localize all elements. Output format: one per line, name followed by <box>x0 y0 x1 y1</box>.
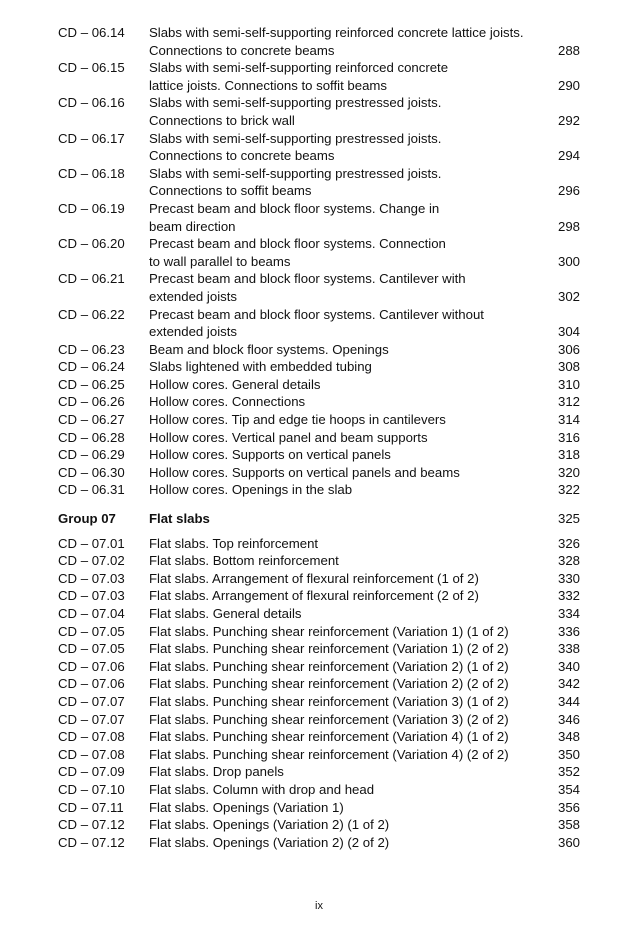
entry-page-number: 332 <box>557 588 580 604</box>
entry-title <box>149 235 540 270</box>
toc-entry <box>58 464 580 482</box>
entry-title-line: Slabs lightened with embedded tubing <box>149 359 372 375</box>
entry-code: CD – 06.16 <box>58 95 125 111</box>
entry-code: CD – 06.31 <box>58 482 125 498</box>
entry-title <box>149 446 540 464</box>
entry-title-line: Flat slabs. Arrangement of flexural reinforcement (2 of 2) <box>149 588 479 604</box>
entry-title-line: Flat slabs. Punching shear reinforcement (Variation 4) (1 of 2) <box>149 729 509 745</box>
toc-entry <box>58 235 580 270</box>
toc-entry <box>58 799 580 817</box>
entry-title-line: Hollow cores. Tip and edge tie hoops in cantilevers <box>149 412 446 428</box>
entry-title <box>149 623 540 641</box>
toc-entry <box>58 59 580 94</box>
entry-title <box>149 429 540 447</box>
entry-title <box>149 746 540 764</box>
entry-title-line: Slabs with semi-self-supporting reinforced concrete <box>149 60 449 76</box>
entry-page-number: 304 <box>557 324 580 340</box>
entry-title <box>149 306 540 341</box>
toc-entry <box>58 728 580 746</box>
entry-page-number: 352 <box>557 764 580 780</box>
toc-entry <box>58 376 580 394</box>
entry-code: CD – 07.10 <box>58 781 125 797</box>
entry-title-line: extended joists <box>149 324 237 340</box>
entry-code: CD – 07.02 <box>58 553 125 569</box>
entry-title <box>149 165 540 200</box>
entry-code: CD – 07.06 <box>58 658 125 674</box>
entry-page-number: 288 <box>557 42 580 58</box>
entry-title <box>149 341 540 359</box>
entry-page-number: 290 <box>557 77 580 93</box>
entry-title-line: Slabs with semi-self-supporting prestressed joists. <box>149 95 442 111</box>
entry-title <box>149 570 540 588</box>
entry-title-line: Hollow cores. Supports on vertical panels and beams <box>149 464 460 480</box>
entry-page-number: 308 <box>557 359 580 375</box>
toc-entry <box>58 341 580 359</box>
toc-entry <box>58 587 580 605</box>
toc-entry <box>58 24 580 59</box>
entry-page-number: 306 <box>557 341 580 357</box>
entry-title-line: Connections to concrete beams <box>149 42 335 58</box>
toc-entry <box>58 200 580 235</box>
entry-title-line: Flat slabs. Punching shear reinforcement (Variation 2) (2 of 2) <box>149 676 509 692</box>
entry-title-line: Hollow cores. Connections <box>149 394 306 410</box>
entry-title <box>149 816 540 834</box>
entry-title-line: beam direction <box>149 218 236 234</box>
entry-title-line: Flat slabs. Punching shear reinforcement (Variation 2) (1 of 2) <box>149 658 509 674</box>
toc-entry <box>58 393 580 411</box>
toc-entry <box>58 429 580 447</box>
entry-title-line: Hollow cores. General details <box>149 376 321 392</box>
entry-title-line: Flat slabs. Top reinforcement <box>149 535 319 551</box>
entry-title-line: Flat slabs. Punching shear reinforcement (Variation 4) (2 of 2) <box>149 746 509 762</box>
entry-page-number: 348 <box>557 729 580 745</box>
entry-title-line: Flat slabs. Drop panels <box>149 764 284 780</box>
entry-page-number: 318 <box>557 447 580 463</box>
entry-title-line: Flat slabs. Openings (Variation 1) <box>149 799 344 815</box>
entry-title-line: to wall parallel to beams <box>149 253 291 269</box>
entry-page-number: 342 <box>557 676 580 692</box>
toc-entry <box>58 411 580 429</box>
entry-code: CD – 06.22 <box>58 306 125 322</box>
toc-entry <box>58 165 580 200</box>
toc-entry <box>58 481 580 499</box>
toc-entry <box>58 658 580 676</box>
entry-page-number: 294 <box>557 148 580 164</box>
entry-title-line: Precast beam and block floor systems. Change in <box>149 200 440 216</box>
entry-page-number: 325 <box>557 511 580 527</box>
entry-code: CD – 06.14 <box>58 25 125 40</box>
entry-page-number: 326 <box>557 535 580 551</box>
entry-title-line: Flat slabs <box>149 511 210 527</box>
toc-entry <box>58 570 580 588</box>
entry-page-number: 338 <box>557 641 580 657</box>
entry-code: CD – 06.21 <box>58 271 125 287</box>
entry-title-line: Hollow cores. Vertical panel and beam supports <box>149 429 428 445</box>
entry-code: CD – 07.07 <box>58 693 125 709</box>
entry-title-line: Connections to concrete beams <box>149 148 335 164</box>
entry-code: CD – 06.17 <box>58 130 125 146</box>
entry-code: CD – 07.12 <box>58 817 125 833</box>
entry-title-line: Hollow cores. Openings in the slab <box>149 482 353 498</box>
entry-title <box>149 411 540 429</box>
entry-code: CD – 07.06 <box>58 676 125 692</box>
toc-entry <box>58 605 580 623</box>
entry-title-line: Connections to brick wall <box>149 112 295 128</box>
entry-title <box>149 693 540 711</box>
toc-entry <box>58 834 580 852</box>
entry-page-number: 298 <box>557 218 580 234</box>
toc-entry <box>58 816 580 834</box>
entry-title <box>149 658 540 676</box>
entry-code: CD – 07.01 <box>58 535 125 551</box>
toc-entry <box>58 446 580 464</box>
entry-page-number: 358 <box>557 817 580 833</box>
entry-title-line: Flat slabs. Punching shear reinforcement (Variation 1) (1 of 2) <box>149 623 509 639</box>
entry-title-line: Flat slabs. Arrangement of flexural reinforcement (1 of 2) <box>149 570 479 586</box>
entry-code: CD – 06.30 <box>58 464 125 480</box>
entry-page-number: 302 <box>557 288 580 304</box>
entry-page-number: 300 <box>557 253 580 269</box>
entry-title <box>149 675 540 693</box>
toc-entry <box>58 640 580 658</box>
entry-code: CD – 07.08 <box>58 746 125 762</box>
entry-page-number: 316 <box>557 429 580 445</box>
entry-title <box>149 24 540 59</box>
entry-title <box>149 464 540 482</box>
entry-code: CD – 07.04 <box>58 606 125 621</box>
entry-page-number: 292 <box>557 112 580 128</box>
entry-title-line: Flat slabs. Column with drop and head <box>149 781 375 797</box>
entry-page-number: 336 <box>557 623 580 639</box>
entry-page-number: 346 <box>557 711 580 727</box>
entry-title <box>149 59 540 94</box>
toc-entry <box>58 763 580 781</box>
entry-page-number: 334 <box>557 606 580 621</box>
entry-title <box>149 605 540 623</box>
page-number: ix <box>315 900 323 912</box>
toc-entry <box>58 130 580 165</box>
entry-code: CD – 06.19 <box>58 200 125 216</box>
entry-title <box>149 94 540 129</box>
entry-page-number: 296 <box>557 183 580 199</box>
entry-title <box>149 552 540 570</box>
entry-page-number: 320 <box>557 464 580 480</box>
entry-page-number: 328 <box>557 553 580 569</box>
toc-entry <box>58 306 580 341</box>
toc-entry <box>58 675 580 693</box>
entry-title <box>149 130 540 165</box>
entry-title-line: Slabs with semi-self-supporting prestressed joists. <box>149 165 442 181</box>
entry-page-number: 312 <box>557 394 580 410</box>
toc-entry <box>58 693 580 711</box>
entry-title-line: Slabs with semi-self-supporting prestressed joists. <box>149 130 442 146</box>
entry-title-line: Slabs with semi-self-supporting reinforced concrete lattice joists. <box>149 25 524 40</box>
entry-page-number: 354 <box>557 781 580 797</box>
entry-code: CD – 06.18 <box>58 165 125 181</box>
entry-page-number: 360 <box>557 834 580 850</box>
entry-title-line: Flat slabs. Punching shear reinforcement (Variation 1) (2 of 2) <box>149 641 509 657</box>
entry-title <box>149 358 540 376</box>
entry-page-number: 322 <box>557 482 580 498</box>
entry-title <box>149 535 540 553</box>
entry-code: CD – 07.03 <box>58 588 125 604</box>
entry-title <box>149 393 540 411</box>
toc-entry <box>58 711 580 729</box>
entry-title <box>149 799 540 817</box>
entry-page-number: 340 <box>557 658 580 674</box>
entry-code: CD – 07.09 <box>58 764 125 780</box>
entry-title-line: Flat slabs. Openings (Variation 2) (1 of 2) <box>149 817 390 833</box>
toc-entry <box>58 552 580 570</box>
entry-title <box>149 270 540 305</box>
entry-code: CD – 07.05 <box>58 641 125 657</box>
entry-page-number: 350 <box>557 746 580 762</box>
entry-title-line: Connections to soffit beams <box>149 183 312 199</box>
entry-code: CD – 07.07 <box>58 711 125 727</box>
toc-entry <box>58 94 580 129</box>
entry-title-line: Precast beam and block floor systems. Connection <box>149 236 446 252</box>
entry-code: CD – 06.29 <box>58 447 125 463</box>
entry-code: CD – 06.15 <box>58 60 125 76</box>
entry-page-number: 330 <box>557 570 580 586</box>
entry-title-line: Flat slabs. Punching shear reinforcement (Variation 3) (2 of 2) <box>149 711 509 727</box>
toc-entry <box>58 270 580 305</box>
entry-code: CD – 07.12 <box>58 834 125 850</box>
entry-title <box>149 587 540 605</box>
entry-title <box>149 763 540 781</box>
entry-code: CD – 06.26 <box>58 394 125 410</box>
entry-code: CD – 06.28 <box>58 429 125 445</box>
entry-title <box>149 834 540 852</box>
entry-title-line: Precast beam and block floor systems. Cantilever without <box>149 306 484 322</box>
toc-entry <box>58 623 580 641</box>
entry-code: CD – 07.08 <box>58 729 125 745</box>
entry-title <box>149 728 540 746</box>
entry-code: CD – 06.25 <box>58 376 125 392</box>
group-heading <box>58 510 580 528</box>
entry-code: CD – 06.23 <box>58 341 125 357</box>
entry-page-number: 310 <box>557 376 580 392</box>
entry-code: CD – 06.24 <box>58 359 125 375</box>
entry-title-line: extended joists <box>149 288 237 304</box>
entry-code: CD – 07.05 <box>58 623 125 639</box>
entry-title-line: Flat slabs. General details <box>149 606 302 621</box>
entry-page-number: 344 <box>557 693 580 709</box>
entry-code: CD – 06.27 <box>58 412 125 428</box>
entry-title <box>149 711 540 729</box>
entry-title-line: Flat slabs. Openings (Variation 2) (2 of 2) <box>149 834 390 850</box>
entry-title-line: lattice joists. Connections to soffit beams <box>149 77 387 93</box>
entry-title-line: Hollow cores. Supports on vertical panels <box>149 447 391 463</box>
entry-title-line: Beam and block floor systems. Openings <box>149 341 389 357</box>
toc-entry <box>58 535 580 553</box>
entry-title <box>149 640 540 658</box>
group-title <box>149 510 540 528</box>
entry-title-line: Flat slabs. Bottom reinforcement <box>149 553 339 569</box>
toc-entry <box>58 746 580 764</box>
entry-title-line: Precast beam and block floor systems. Cantilever with <box>149 271 466 287</box>
entry-page-number: 314 <box>557 412 580 428</box>
toc-entry <box>58 358 580 376</box>
entry-title <box>149 200 540 235</box>
entry-title <box>149 781 540 799</box>
entry-page-number: 356 <box>557 799 580 815</box>
entry-code: CD – 06.20 <box>58 236 125 252</box>
entry-title <box>149 376 540 394</box>
entry-code: CD – 07.11 <box>58 799 124 815</box>
toc-entry <box>58 781 580 799</box>
entry-title <box>149 481 540 499</box>
entry-code: CD – 07.03 <box>58 570 125 586</box>
table-of-contents <box>58 24 580 851</box>
group-code: Group 07 <box>58 511 116 527</box>
entry-title-line: Flat slabs. Punching shear reinforcement (Variation 3) (1 of 2) <box>149 693 509 709</box>
